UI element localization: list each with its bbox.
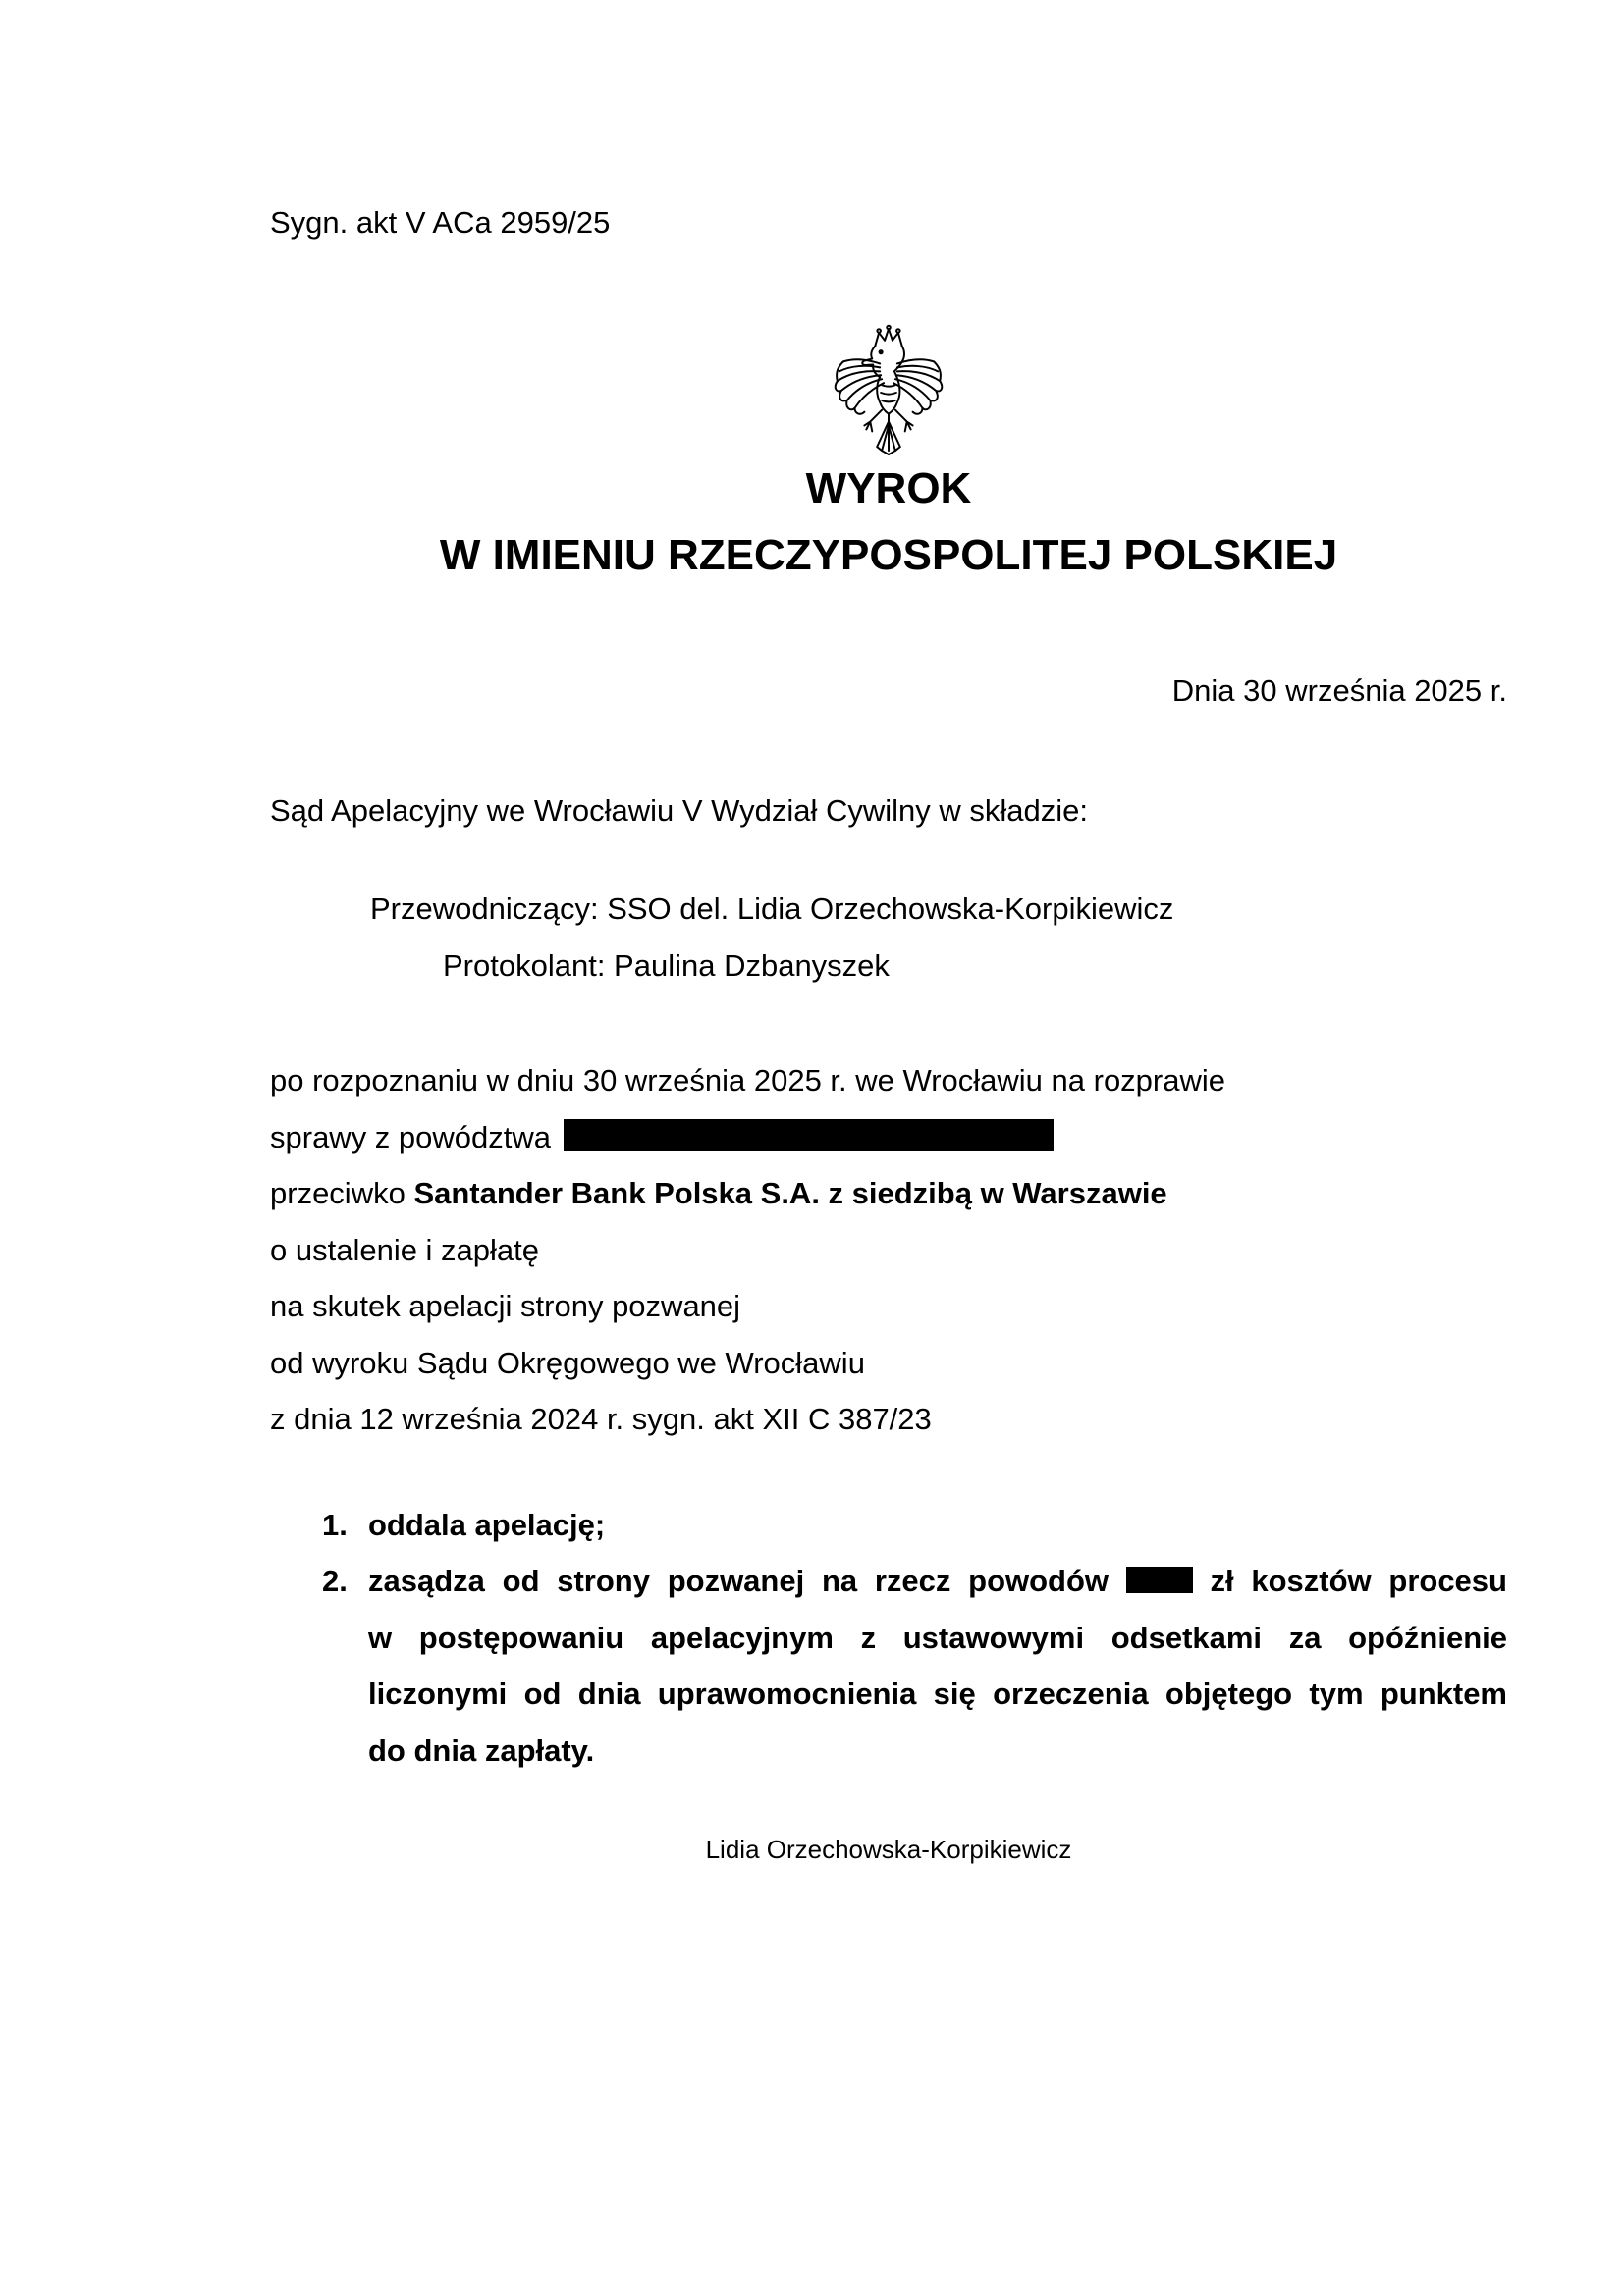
ruling-item-1-number: 1. [322,1508,348,1542]
emblem-container [270,324,1507,461]
plaintiff-prefix: sprawy z powództwa [270,1119,552,1154]
judgment-title: WYROK [805,464,972,512]
lower-judgment-date-line: z dnia 12 września 2024 r. sygn. akt XII C 387/23 [270,1402,932,1436]
ruling-item-2-line-4: do dnia zapłaty. [368,1733,595,1768]
costs-text-after: zł kosztów procesu [1210,1564,1507,1598]
redaction-bar-amount [1126,1567,1193,1593]
ruling-item-2-line-3: liczonymi od dnia uprawomocnienia się orzeczenia objętego tym punktem [368,1677,1507,1711]
ruling-item-2-line-2: w postępowaniu apelacyjnym z ustawowymi odsetkami za opóźnienie [368,1620,1507,1655]
defendant-name: Santander Bank Polska S.A. z siedzibą w Warszawie [413,1176,1167,1210]
hearing-line: po rozpoznaniu w dniu 30 września 2025 r. we Wrocławiu na rozprawie [270,1063,1226,1097]
ruling-item-1-text: oddala apelację; [368,1508,606,1542]
clerk-line: Protokolant: Paulina Dzbanyszek [443,948,890,983]
ruling-item-2 [322,1553,1507,1779]
ruling-item-2-line-1 [368,1553,1507,1610]
redaction-bar-plaintiff [564,1119,1054,1151]
defendant-line [270,1165,1517,1222]
plaintiff-line [270,1109,1517,1166]
presiding-judge-line: Przewodniczący: SSO del. Lidia Orzechowska-Korpikiewicz [370,891,1174,926]
case-description [270,1052,1517,1448]
costs-text-before: zasądza od strony pozwanej na rzecz powodów [368,1564,1110,1598]
court-name-line: Sąd Apelacyjny we Wrocławiu V Wydział Cywilny w składzie: [270,793,1089,828]
ruling-item-2-number: 2. [322,1564,348,1598]
appeal-line: na skutek apelacji strony pozwanej [270,1289,741,1323]
judgment-date: Dnia 30 września 2025 r. [1171,673,1507,708]
lower-court-line: od wyroku Sądu Okręgowego we Wrocławiu [270,1345,865,1380]
judge-signature: Lidia Orzechowska-Korpikiewicz [705,1835,1072,1864]
defendant-prefix: przeciwko [270,1176,406,1210]
ruling-item-2-text [368,1553,1507,1779]
polish-eagle-emblem [826,324,951,461]
case-number: Sygn. akt V ACa 2959/25 [270,205,611,240]
claim-subject-line: o ustalenie i zapłatę [270,1232,540,1267]
judgment-subtitle: W IMIENIU RZECZYPOSPOLITEJ POLSKIEJ [439,531,1338,579]
ruling-item-1 [322,1497,1507,1554]
